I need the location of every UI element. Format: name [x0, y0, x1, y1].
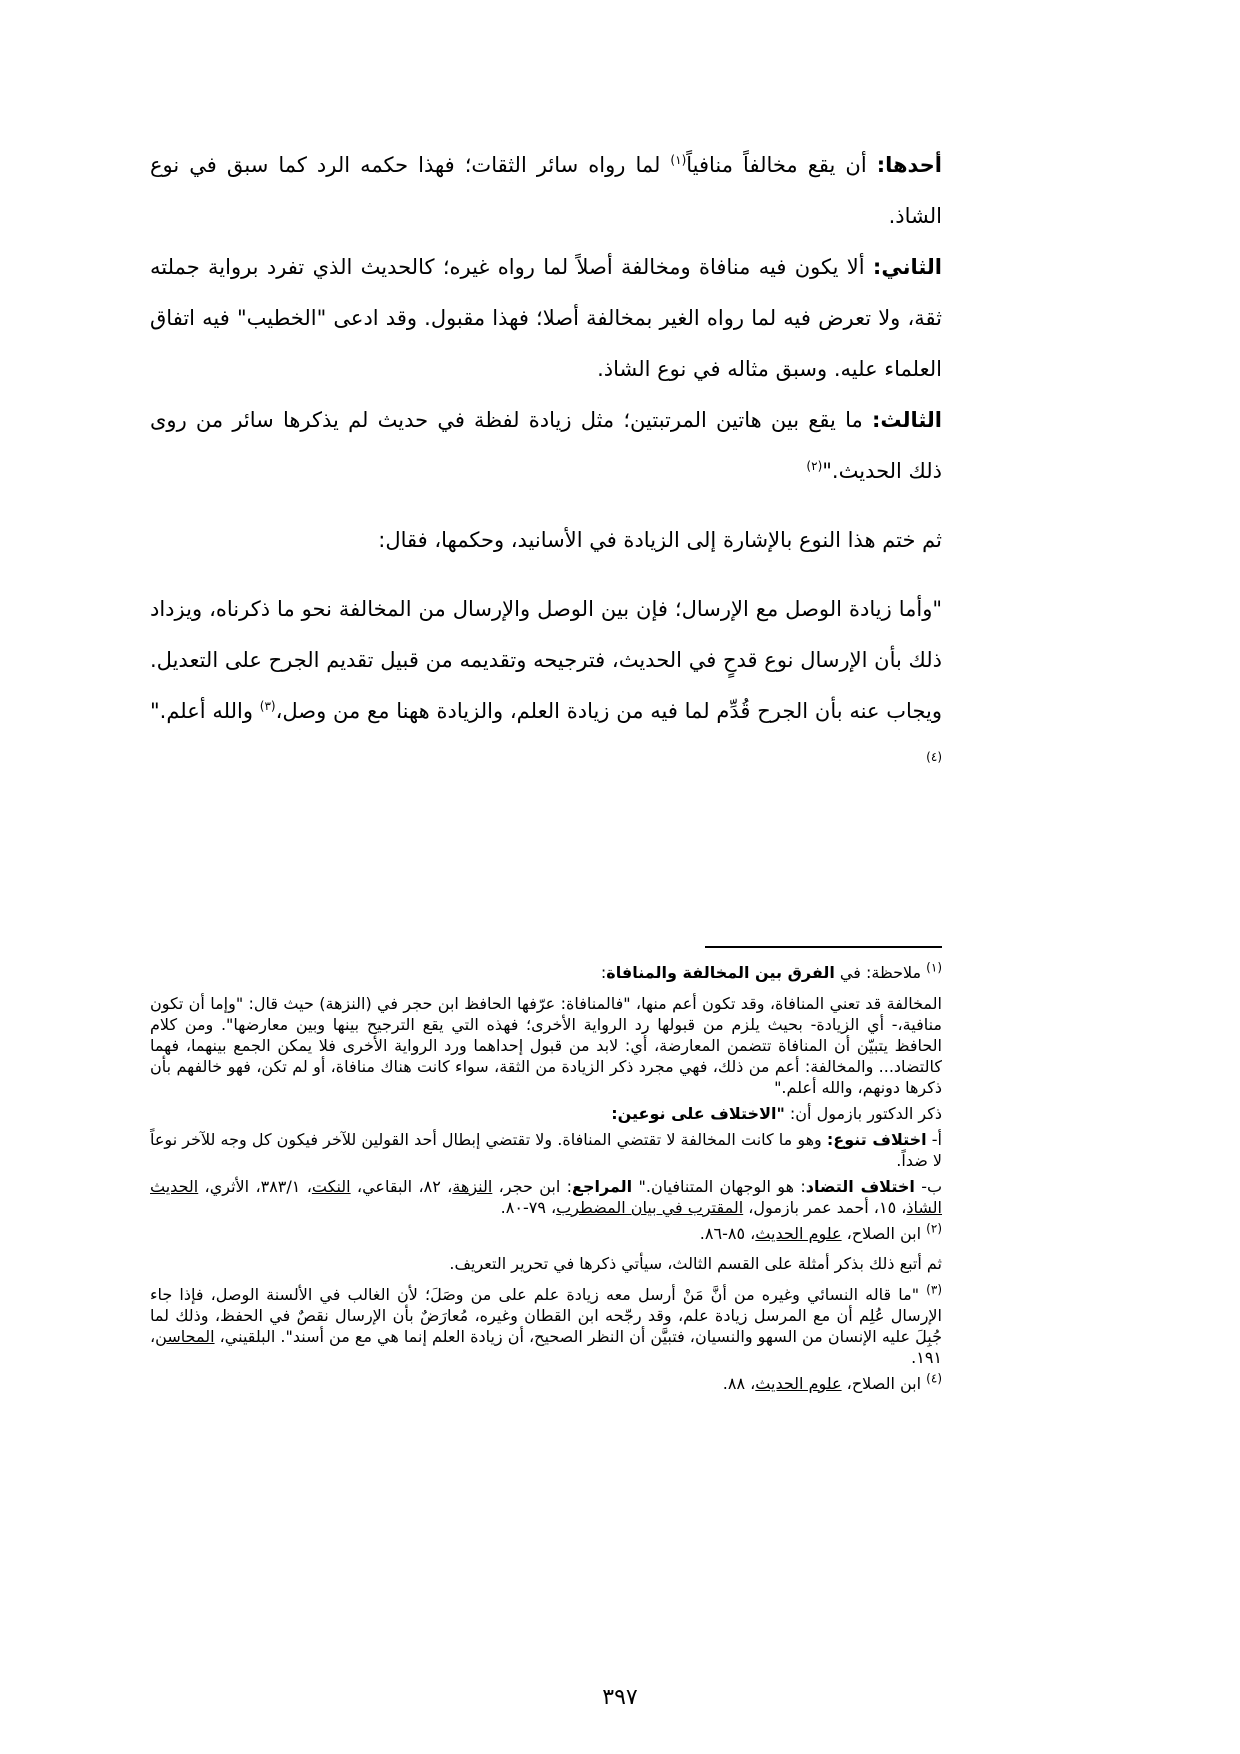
- page-number: ٣٩٧: [602, 1685, 638, 1710]
- paragraph-intro: ثم ختم هذا النوع بالإشارة إلى الزيادة في الأسانيد، وحكمها، فقال:: [378, 528, 942, 552]
- reference-title: علوم الحديث: [755, 1224, 842, 1243]
- footnote-ref-1[interactable]: (١): [670, 153, 687, 167]
- reference-title: المحاسن: [155, 1327, 215, 1346]
- item-second: الثاني: ألا يكون فيه منافاة ومخالفة أصلاً لما رواه غيره؛ كالحديث الذي تفرد برواية جملته ثقة، ولا تعرض فيه لما رواه الغير بمخالفة أصلا؛ فهذا مقبول. وقد ادعى "الخطيب" فيه اتفاق العلماء عليه. وسبق مثاله في نوع الشاذ.: [150, 255, 942, 381]
- footnote-ref-4[interactable]: (٤): [926, 750, 942, 764]
- reference-title: المقترب في بيان المضطرب: [556, 1198, 744, 1217]
- footnote-4: $^{(٤)}$ ابن الصلاح، علوم الحديث، ٨٨.: [722, 1371, 942, 1393]
- reference-title: الحديث الشاذ: [150, 1177, 942, 1217]
- footnote-1-bazmoul: ذكر الدكتور بازمول أن: "الاختلاف على نوعين:: [611, 1104, 942, 1123]
- footnote-1-title: $^{(١)}$ ملاحظة: في الفرق بين المخالفة والمنافاة:: [600, 960, 942, 982]
- item-first: أحدها: أن يقع مخالفاً منافياً$^{(١)}$ لما رواه سائر الثقات؛ فهذا حكمه الرد كما سبق في نوع الشاذ.: [150, 153, 942, 228]
- footnote-3: $^{(٣)}$ "ما قاله النسائي وغيره من أنَّ مَنْ أرسل معه زيادة علم على من وصَلَ؛ لأن الغالب في الألسنة الوصل، فإذا جاء الإرسال عُلِم أن مع المرسل زيادة علم، وقد رجّحه ابن القطان وغيره، مُعارَضٌ بأن الإرسال نقصٌ في الحفظ، وذلك لما جُبِلَ عليه الإنسان من السهو والنسيان، فتبيَّن أن النظر الصحيح، أن زيادة العلم إنما هي مع من أسند". البلقيني، المحاسن، ١٩١.: [150, 1282, 942, 1367]
- footnote-2: $^{(٢)}$ ابن الصلاح، علوم الحديث، ٨٥-٨٦.: [699, 1221, 942, 1243]
- reference-title: علوم الحديث: [755, 1374, 842, 1393]
- footnote-1-body: المخالفة قد تعني المنافاة، وقد تكون أعم منها، "فالمنافاة: عرّفها الحافظ ابن حجر في (النزهة) حيث قال: "وإما أن تكون منافية،- أي الزيادة- بحيث يلزم من قبولها رد الرواية الأخرى؛ فهذه التي يقع الترجيح بينها وبين معارضها". ومن كلام الحافظ يتبيّن أن المنافاة تتضمن المعارضة، أي: لابد من قبول إحداهما ورد الرواية الأخرى فلا يمكن الجمع بينهما، فهما كالتضاد... والمخالفة: أعم من ذلك، فهي مجرد ذكر الزيادة من الثقة، سواء كانت هناك منافاة، أو لم تكن، فهو خالفهم بأن ذكرها دونهم، والله أعلم.": [150, 994, 942, 1097]
- main-text: [150, 140, 942, 788]
- footnote-1-type-a: أ- اختلاف تنوع: وهو ما كانت المخالفة لا تقتضي المنافاة. ولا تقتضي إبطال أحد القولين للآخر فيكون كل وجه للآخر نوعاً لا ضداً.: [150, 1130, 942, 1170]
- paragraph-quote: "وأما زيادة الوصل مع الإرسال؛ فإن بين الوصل والإرسال من المخالفة نحو ما ذكرناه، ويزداد ذلك بأن الإرسال نوع قدحٍ في الحديث، فترجيحه وتقديمه من قبيل تقديم الجرح على التعديل. ويجاب عنه بأن الجرح قُدِّم لما فيه من زيادة العلم، والزيادة ههنا مع من وصل،$^{(٣)}$ والله أعلم."$^{(٤)}$: [150, 597, 942, 764]
- footnote-separator: [705, 946, 942, 948]
- reference-title: النكت: [311, 1177, 351, 1196]
- reference-title: النزهة: [452, 1177, 493, 1196]
- footnote-ref-2[interactable]: (٢): [806, 459, 823, 473]
- item-third: الثالث: ما يقع بين هاتين المرتبتين؛ مثل زيادة لفظة في حديث لم يذكرها سائر من روى ذلك الحديث."$^{(٢)}$: [150, 408, 942, 483]
- footnote-1-type-b: ب- اختلاف التضاد: هو الوجهان المتنافيان." المراجع: ابن حجر، النزهة، ٨٢، البقاعي، النكت، ٣٨٣/١، الأثري، الحديث الشاذ، ١٥، أحمد عمر بازمول، المقترب في بيان المضطرب، ٧٩-٨٠.: [150, 1177, 943, 1217]
- footnote-2-extra: ثم أتبع ذلك بذكر أمثلة على القسم الثالث، سيأتي ذكرها في تحرير التعريف.: [449, 1254, 942, 1273]
- footnotes: [150, 958, 942, 1399]
- footnote-ref-3[interactable]: (٣): [259, 699, 276, 713]
